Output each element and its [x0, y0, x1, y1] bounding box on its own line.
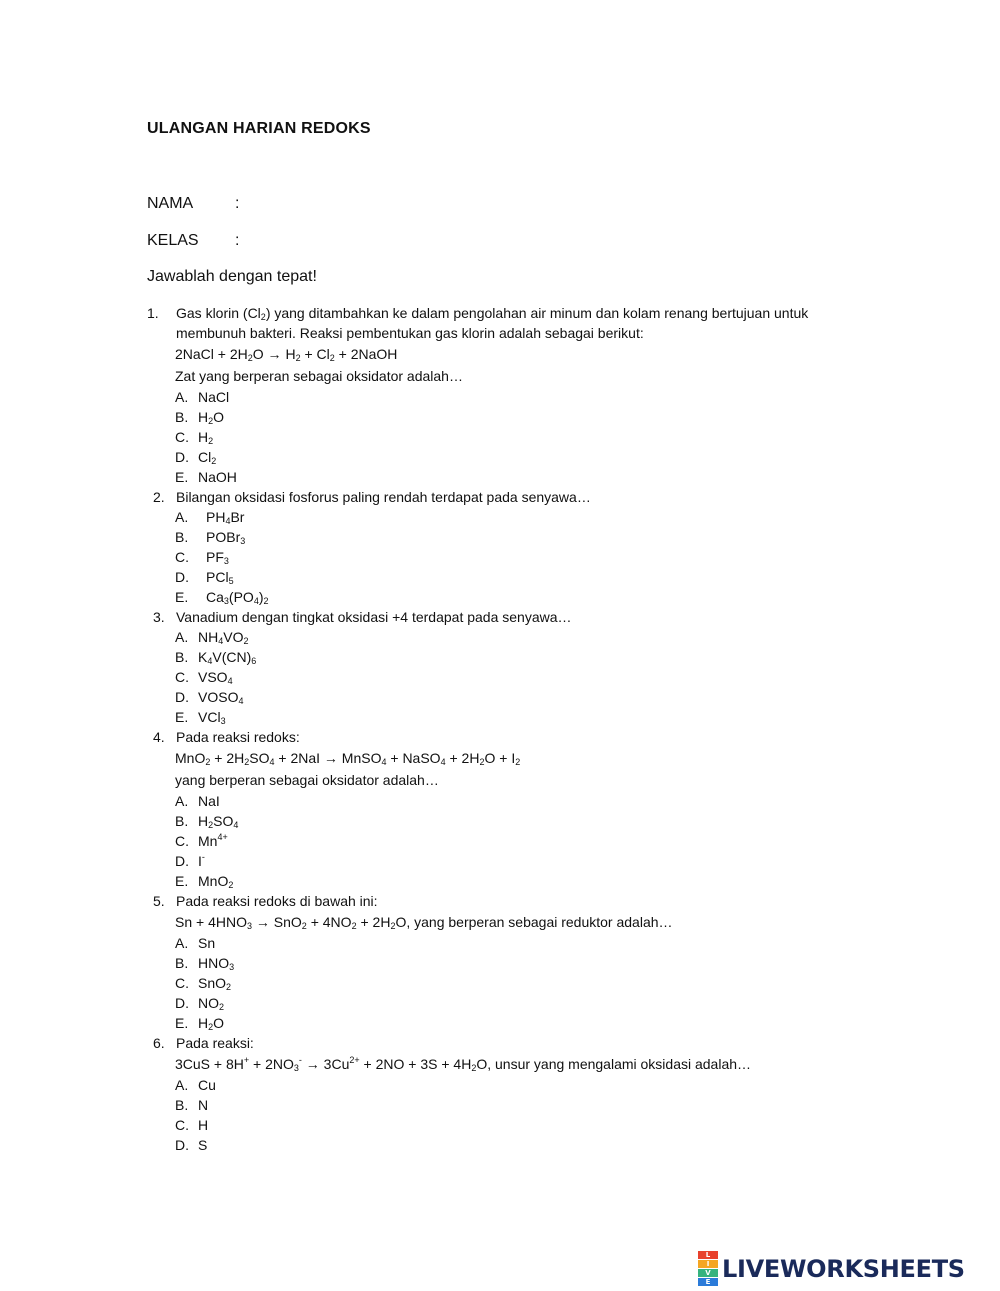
- question-text: Pada reaksi redoks di bawah ini:: [176, 893, 378, 909]
- option-text: $H_2O$: [198, 409, 225, 426]
- name-separator: :: [235, 195, 240, 212]
- option-letter: B.: [175, 409, 189, 425]
- question-text: Bilangan oksidasi fosforus paling rendah terdapat pada senyawa…: [176, 489, 591, 505]
- option-text: $H_2$: [198, 429, 214, 446]
- option-letter: E.: [175, 1015, 189, 1031]
- option-text: S: [198, 1137, 208, 1153]
- answer-option[interactable]: [0, 527, 1000, 547]
- option-letter: C.: [175, 833, 189, 849]
- option-letter: C.: [175, 429, 189, 445]
- answer-option[interactable]: [0, 953, 1000, 973]
- option-letter: B.: [175, 529, 189, 545]
- answer-option[interactable]: [0, 547, 1000, 567]
- option-text: NaOH: [198, 469, 237, 485]
- question-text: Pada reaksi redoks:: [176, 729, 300, 745]
- option-text: NaCl: [198, 389, 230, 405]
- option-text: SnO$_2$: [198, 975, 232, 992]
- option-text: H: [198, 1117, 209, 1133]
- option-letter: D.: [175, 995, 189, 1011]
- question-text-line: [0, 487, 1000, 507]
- option-text: N: [198, 1097, 209, 1113]
- answer-option[interactable]: [0, 387, 1000, 407]
- option-text: $PH_4Br$: [206, 509, 245, 526]
- logo-block: E: [698, 1278, 718, 1286]
- answer-option[interactable]: [0, 427, 1000, 447]
- question-number: 6.: [153, 1035, 165, 1051]
- liveworksheets-brand: [698, 1251, 965, 1286]
- option-text: VCl$_3$: [198, 709, 226, 726]
- option-text: $NO_2$: [198, 995, 225, 1012]
- option-letter: A.: [175, 1077, 189, 1093]
- question-equation-line: $3CuS + 8H^+ + 2NO_3^- \to 3Cu^{2+} + 2NO + 3S + 4H_2O$, unsur yang mengalami oksidasi adalah…: [175, 1055, 752, 1073]
- option-letter: A.: [175, 629, 189, 645]
- logo-block: L: [698, 1251, 718, 1259]
- option-text: $NH_4VO_2$: [198, 629, 249, 646]
- question-text-line: [0, 323, 1000, 343]
- option-text: $VOSO_4$: [198, 689, 244, 706]
- option-letter: D.: [175, 1137, 189, 1153]
- question-text: Pada reaksi:: [176, 1035, 254, 1051]
- option-letter: D.: [175, 449, 189, 465]
- logo-block: V: [698, 1269, 718, 1277]
- answer-option[interactable]: [0, 973, 1000, 993]
- answer-option[interactable]: [0, 627, 1000, 647]
- option-text: $HNO_3$: [198, 955, 235, 972]
- answer-option[interactable]: [0, 567, 1000, 587]
- question-text: membunuh bakteri. Reaksi pembentukan gas klorin adalah sebagai berikut:: [176, 325, 644, 341]
- question-text-line: [0, 891, 1000, 911]
- instruction-text: Jawablah dengan tepat!: [147, 268, 317, 285]
- name-field: [147, 195, 239, 213]
- answer-option[interactable]: [0, 407, 1000, 427]
- answer-option[interactable]: [0, 647, 1000, 667]
- brand-text: LIVEWORKSHEETS: [722, 1255, 965, 1283]
- option-text: MnO$_2$: [198, 873, 234, 890]
- answer-option[interactable]: [0, 667, 1000, 687]
- question-4: [0, 727, 1000, 891]
- option-letter: A.: [175, 509, 189, 525]
- name-label: NAMA: [147, 195, 194, 212]
- answer-option[interactable]: [0, 1095, 1000, 1115]
- answer-option[interactable]: [0, 851, 1000, 871]
- option-letter: D.: [175, 569, 189, 585]
- page-title: ULANGAN HARIAN REDOKS: [147, 120, 371, 137]
- question-number: 5.: [153, 893, 165, 909]
- option-text: Cu: [198, 1077, 216, 1093]
- option-text: $PF_3$: [206, 549, 229, 566]
- answer-option[interactable]: [0, 831, 1000, 851]
- question-5: [0, 891, 1000, 1033]
- question-text-line: [0, 1033, 1000, 1053]
- option-text: $Ca_3(PO_4)_2$: [206, 589, 269, 606]
- question-1: [0, 303, 1000, 487]
- answer-option[interactable]: [0, 687, 1000, 707]
- option-text: $Mn^{4+}$: [198, 832, 228, 849]
- option-text: $Cl_2$: [198, 449, 217, 466]
- question-number: 4.: [153, 729, 165, 745]
- answer-option[interactable]: [0, 1135, 1000, 1155]
- question-equation-line: Zat yang berperan sebagai oksidator adalah…: [175, 368, 463, 384]
- answer-option[interactable]: [0, 933, 1000, 953]
- answer-option[interactable]: [0, 791, 1000, 811]
- option-text: $H_2SO_4$: [198, 813, 239, 830]
- answer-option[interactable]: [0, 1075, 1000, 1095]
- answer-option[interactable]: [0, 707, 1000, 727]
- liveworksheets-logo-icon: [698, 1251, 718, 1287]
- question-equation-line: yang berperan sebagai oksidator adalah…: [175, 772, 439, 788]
- class-label: KELAS: [147, 232, 199, 249]
- option-letter: E.: [175, 709, 189, 725]
- question-equation-line: 2NaCl + $2H_2O \to H_2 + Cl_2$ + 2NaOH: [175, 346, 398, 363]
- question-text-line: [0, 727, 1000, 747]
- question-number: 2.: [153, 489, 165, 505]
- option-text: $VSO_4$: [198, 669, 233, 686]
- answer-option[interactable]: [0, 871, 1000, 891]
- question-number: 1.: [147, 305, 159, 321]
- question-3: [0, 607, 1000, 727]
- question-list: [0, 303, 1000, 1155]
- question-6: [0, 1033, 1000, 1155]
- class-field: [147, 232, 239, 250]
- option-letter: D.: [175, 853, 189, 869]
- question-text: Gas klorin $(Cl_2)$ yang ditambahkan ke dalam pengolahan air minum dan kolam renang bertujuan untuk: [176, 305, 809, 322]
- answer-option[interactable]: [0, 1013, 1000, 1033]
- option-letter: B.: [175, 649, 189, 665]
- question-equation-line: $MnO_2 + 2H_2SO_4 + 2NaI$ → MnSO$_4$ + NaSO$_4$ + $2H_2O + I_2$: [175, 750, 521, 767]
- class-separator: :: [235, 232, 240, 249]
- question-text-line: [0, 607, 1000, 627]
- option-letter: B.: [175, 955, 189, 971]
- answer-option[interactable]: [0, 507, 1000, 527]
- answer-option[interactable]: [0, 1115, 1000, 1135]
- question-equation-line: $Sn + 4HNO_3 \to SnO_2 + 4NO_2 + 2H_2O$, yang berperan sebagai reduktor adalah…: [175, 914, 673, 931]
- answer-option[interactable]: [0, 811, 1000, 831]
- option-text: POBr$_3$: [206, 529, 246, 546]
- option-letter: C.: [175, 975, 189, 991]
- option-text: PCl$_5$: [206, 569, 234, 586]
- option-letter: E.: [175, 873, 189, 889]
- option-text: $K_4V(CN)_6$: [198, 649, 257, 666]
- option-letter: D.: [175, 689, 189, 705]
- option-letter: B.: [175, 1097, 189, 1113]
- question-number: 3.: [153, 609, 165, 625]
- answer-option[interactable]: [0, 447, 1000, 467]
- option-letter: A.: [175, 935, 189, 951]
- option-text: $H_2O$: [198, 1015, 225, 1032]
- question-text: Vanadium dengan tingkat oksidasi +4 terdapat pada senyawa…: [176, 609, 572, 625]
- question-2: [0, 487, 1000, 607]
- answer-option[interactable]: [0, 993, 1000, 1013]
- option-text: I-: [198, 852, 205, 869]
- option-letter: C.: [175, 669, 189, 685]
- logo-block: I: [698, 1260, 718, 1268]
- option-letter: A.: [175, 389, 189, 405]
- answer-option[interactable]: [0, 467, 1000, 487]
- option-letter: E.: [175, 469, 189, 485]
- question-text-line: [0, 303, 1000, 323]
- answer-option[interactable]: [0, 587, 1000, 607]
- option-letter: C.: [175, 549, 189, 565]
- option-letter: C.: [175, 1117, 189, 1133]
- option-text: Sn: [198, 935, 216, 951]
- option-letter: E.: [175, 589, 189, 605]
- option-text: NaI: [198, 793, 220, 809]
- option-letter: A.: [175, 793, 189, 809]
- option-letter: B.: [175, 813, 189, 829]
